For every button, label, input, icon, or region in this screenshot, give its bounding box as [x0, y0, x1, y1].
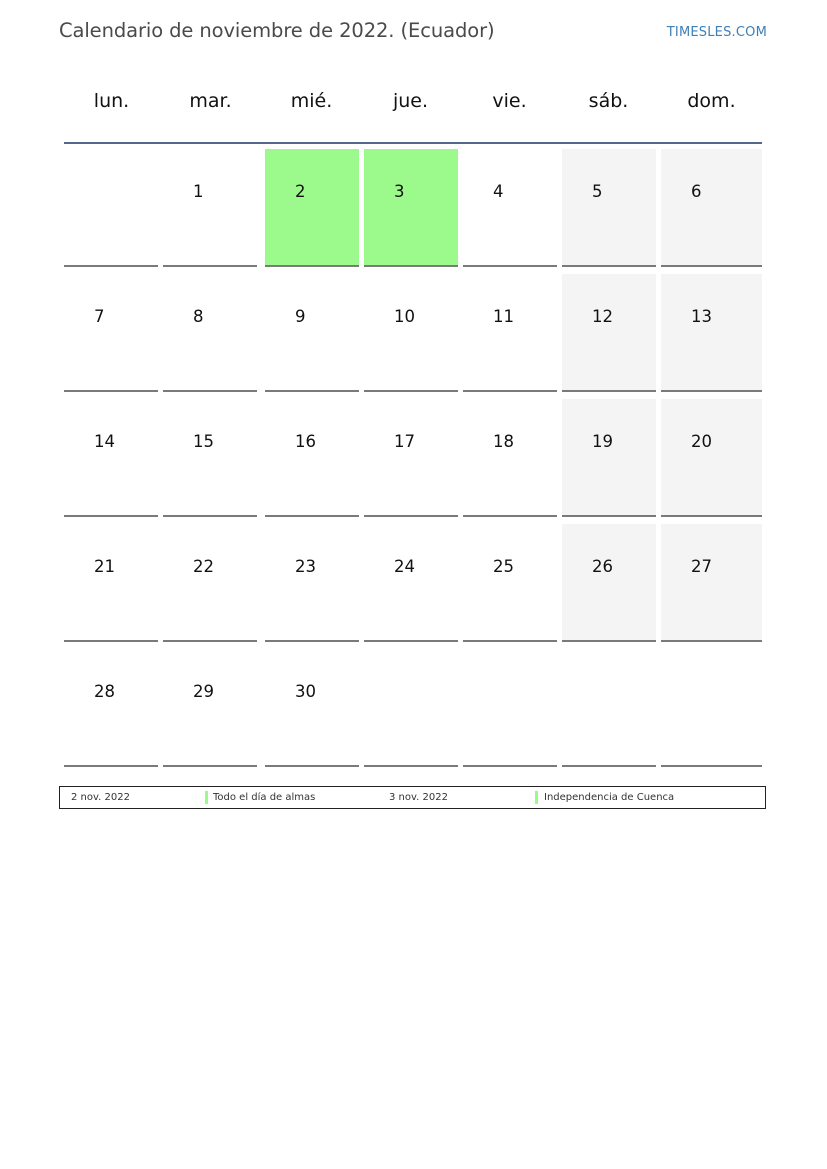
day-number: 28 — [94, 682, 115, 701]
day-number: 7 — [94, 307, 105, 326]
day-number: 20 — [691, 432, 712, 451]
legend-color-marker — [205, 791, 208, 804]
header-divider — [64, 142, 762, 144]
day-cell[interactable] — [364, 274, 458, 392]
weekday-label: sáb. — [588, 90, 629, 112]
day-cell[interactable] — [265, 149, 359, 267]
weekday-label: dom. — [687, 90, 736, 112]
day-cell[interactable] — [661, 524, 762, 642]
day-cell[interactable] — [64, 649, 158, 767]
day-number: 21 — [94, 557, 115, 576]
day-cell[interactable] — [265, 399, 359, 517]
day-number: 11 — [493, 307, 514, 326]
day-cell[interactable] — [661, 399, 762, 517]
day-cell[interactable] — [163, 524, 257, 642]
day-number: 26 — [592, 557, 613, 576]
legend-holiday-name: Todo el día de almas — [213, 792, 316, 803]
day-number: 24 — [394, 557, 415, 576]
weekday-label: vie. — [492, 90, 527, 112]
weekday-label: lun. — [93, 90, 130, 112]
day-number: 13 — [691, 307, 712, 326]
day-cell[interactable] — [64, 149, 158, 267]
day-cell[interactable] — [364, 524, 458, 642]
day-number: 6 — [691, 182, 702, 201]
day-cell[interactable] — [562, 149, 656, 267]
day-number: 4 — [493, 182, 504, 201]
day-cell[interactable] — [163, 274, 257, 392]
weekday-header-row — [64, 90, 762, 118]
legend-date: 3 nov. 2022 — [389, 792, 448, 803]
day-number: 10 — [394, 307, 415, 326]
day-cell[interactable] — [463, 649, 557, 767]
day-cell[interactable] — [364, 149, 458, 267]
day-number: 17 — [394, 432, 415, 451]
day-number: 25 — [493, 557, 514, 576]
day-number: 8 — [193, 307, 204, 326]
holiday-legend — [59, 786, 766, 809]
day-cell[interactable] — [661, 649, 762, 767]
day-number: 2 — [295, 182, 306, 201]
day-cell[interactable] — [463, 399, 557, 517]
day-cell[interactable] — [463, 524, 557, 642]
day-cell[interactable] — [265, 649, 359, 767]
day-cell[interactable] — [64, 274, 158, 392]
day-number: 23 — [295, 557, 316, 576]
day-cell[interactable] — [364, 649, 458, 767]
day-number: 12 — [592, 307, 613, 326]
day-cell[interactable] — [364, 399, 458, 517]
day-cell[interactable] — [463, 274, 557, 392]
weekday-label: mié. — [290, 90, 333, 112]
day-cell[interactable] — [661, 149, 762, 267]
day-cell[interactable] — [265, 274, 359, 392]
weekday-label: mar. — [189, 90, 232, 112]
legend-holiday-name: Independencia de Cuenca — [544, 792, 675, 803]
day-cell[interactable] — [64, 524, 158, 642]
day-number: 1 — [193, 182, 204, 201]
day-cell[interactable] — [163, 149, 257, 267]
day-number: 15 — [193, 432, 214, 451]
day-number: 30 — [295, 682, 316, 701]
day-number: 27 — [691, 557, 712, 576]
legend-color-marker — [535, 791, 538, 804]
day-number: 22 — [193, 557, 214, 576]
day-cell[interactable] — [265, 524, 359, 642]
day-cell[interactable] — [562, 649, 656, 767]
day-cell[interactable] — [562, 524, 656, 642]
day-number: 9 — [295, 307, 306, 326]
day-cell[interactable] — [661, 274, 762, 392]
day-number: 29 — [193, 682, 214, 701]
day-number: 18 — [493, 432, 514, 451]
day-number: 14 — [94, 432, 115, 451]
day-cell[interactable] — [562, 274, 656, 392]
calendar-title: Calendario de noviembre de 2022. (Ecuador) — [59, 19, 495, 42]
site-link[interactable]: TIMESLES.COM — [666, 25, 767, 40]
weekday-label: jue. — [392, 90, 429, 112]
day-number: 16 — [295, 432, 316, 451]
day-cell[interactable] — [64, 399, 158, 517]
day-number: 5 — [592, 182, 603, 201]
legend-date: 2 nov. 2022 — [71, 792, 130, 803]
day-cell[interactable] — [163, 649, 257, 767]
day-cell[interactable] — [463, 149, 557, 267]
day-cell[interactable] — [562, 399, 656, 517]
calendar-grid — [64, 149, 762, 770]
day-number: 3 — [394, 182, 405, 201]
day-number: 19 — [592, 432, 613, 451]
day-cell[interactable] — [163, 399, 257, 517]
